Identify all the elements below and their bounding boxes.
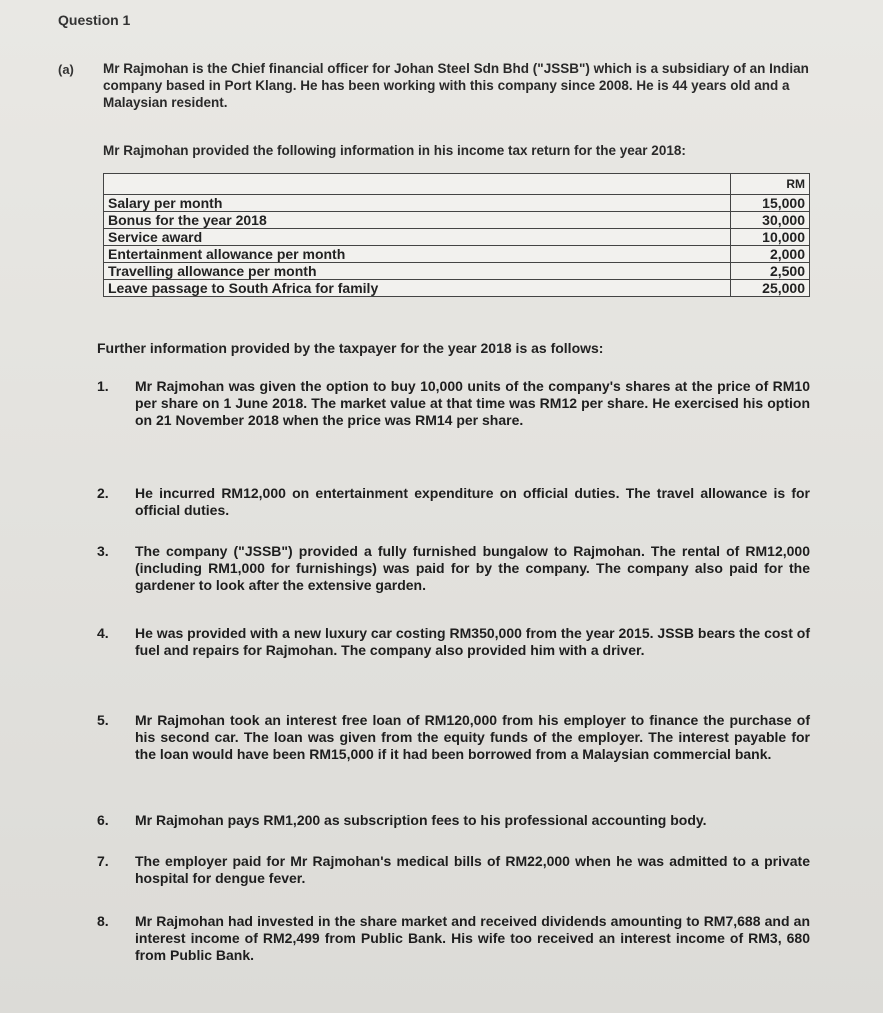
row-value: 2,000 — [731, 246, 810, 263]
item-number: 6. — [97, 812, 109, 828]
table-row — [104, 229, 810, 246]
item-text: Mr Rajmohan had invested in the share market and received dividends amounting to RM7,688 and an interest income of RM2,499 from Public Bank. His wife too received an interest income of RM3, 680 from Public Bank. — [135, 913, 810, 963]
item-number: 4. — [97, 625, 109, 641]
row-label: Entertainment allowance per month — [104, 246, 731, 263]
item-text: The company ("JSSB") provided a fully furnished bungalow to Rajmohan. The rental of RM12,000 (including RM1,000 for furnishings) was paid for by the company. The company also paid for the gardener to look after the extensive garden. — [135, 543, 810, 593]
item-text: Mr Rajmohan took an interest free loan of RM120,000 from his employer to finance the purchase of his second car. The loan was given from the equity funds of the employer. The interest payable for the loan would have been RM15,000 if it had been borrowed from a Malaysian commercial bank. — [135, 712, 810, 762]
item-text: Mr Rajmohan pays RM1,200 as subscription fees to his professional accounting body. — [135, 812, 707, 828]
item-number: 2. — [97, 485, 109, 501]
row-label: Service award — [104, 229, 731, 246]
item-number: 8. — [97, 913, 109, 929]
table-row — [104, 195, 810, 212]
part-label: (a) — [58, 62, 74, 77]
row-value: 25,000 — [731, 280, 810, 297]
row-label: Leave passage to South Africa for family — [104, 280, 731, 297]
item-number: 1. — [97, 378, 109, 394]
row-value: 2,500 — [731, 263, 810, 280]
row-label: Bonus for the year 2018 — [104, 212, 731, 229]
table-header-blank — [104, 174, 731, 195]
further-info-heading: Further information provided by the taxpayer for the year 2018 is as follows: — [97, 340, 604, 356]
item-text: He was provided with a new luxury car costing RM350,000 from the year 2015. JSSB bears the cost of fuel and repairs for Rajmohan. The company also provided him with a driver. — [135, 625, 810, 658]
table-unit-header: RM — [731, 174, 810, 195]
intro-paragraph: Mr Rajmohan is the Chief financial officer for Johan Steel Sdn Bhd ("JSSB") which is a subsidiary of an Indian company based in Port Klang. He has been working with this company since 2008. He is 44 years old and a Malaysian resident. — [103, 61, 809, 110]
item-text: Mr Rajmohan was given the option to buy 10,000 units of the company's shares at the price of RM10 per share on 1 June 2018. The market value at that time was RM12 per share. He exercised his option on 21 November 2018 when the price was RM14 per share. — [135, 378, 810, 428]
question-title: Question 1 — [58, 12, 131, 28]
item-text: He incurred RM12,000 on entertainment expenditure on official duties. The travel allowance is for official duties. — [135, 485, 810, 518]
item-number: 5. — [97, 712, 109, 728]
table-row — [104, 212, 810, 229]
row-label: Salary per month — [104, 195, 731, 212]
table-header-row — [104, 174, 810, 195]
item-number: 3. — [97, 543, 109, 559]
row-value: 10,000 — [731, 229, 810, 246]
item-text: The employer paid for Mr Rajmohan's medical bills of RM22,000 when he was admitted to a private hospital for dengue fever. — [135, 853, 810, 886]
row-label: Travelling allowance per month — [104, 263, 731, 280]
table-row — [104, 263, 810, 280]
provided-statement: Mr Rajmohan provided the following information in his income tax return for the year 2018: — [103, 143, 686, 158]
table-row — [104, 280, 810, 297]
item-number: 7. — [97, 853, 109, 869]
row-value: 15,000 — [731, 195, 810, 212]
table-row — [104, 246, 810, 263]
income-table — [103, 173, 810, 297]
row-value: 30,000 — [731, 212, 810, 229]
